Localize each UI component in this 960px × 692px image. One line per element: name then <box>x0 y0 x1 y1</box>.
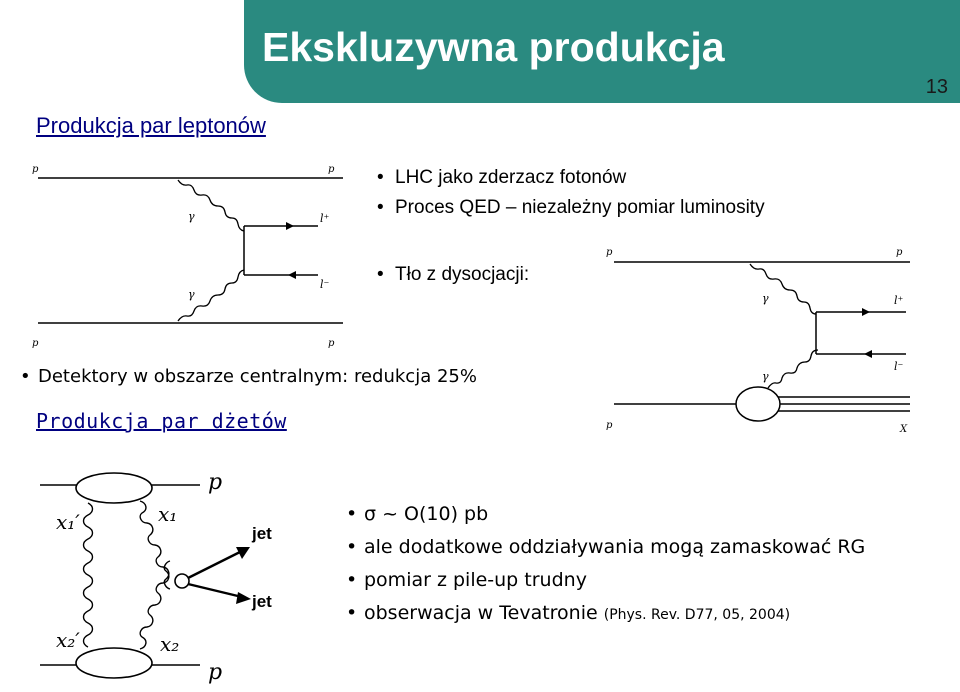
photon-line-top <box>750 264 816 314</box>
bullet-dissociation-background: • Tło z dysocjacji: <box>377 264 529 286</box>
hard-vertex <box>175 574 189 588</box>
dissociation-feynman-diagram <box>600 240 920 440</box>
bullet-central-detectors: • Detektory w obszarze centralnym: redukcja 25% <box>20 366 477 387</box>
label-jet-top: jet <box>252 524 272 543</box>
label-p-top-left: p <box>32 164 39 175</box>
photon-line-top <box>178 180 244 231</box>
gluon-line-screening <box>84 503 93 647</box>
label-p-bottom-left: p <box>606 420 613 431</box>
arrow-plus <box>862 308 870 316</box>
bullet-tevatron <box>346 597 865 632</box>
jet-arrow-bottom <box>188 584 242 597</box>
arrow-minus <box>288 271 296 279</box>
label-p-bottom-left: p <box>32 338 39 349</box>
bullet-photon-collider: • LHC jako zderzacz fotonów <box>377 163 765 193</box>
lepton-pair-feynman-diagram <box>28 150 348 350</box>
arrow-minus <box>864 350 872 358</box>
label-lepton-plus: l⁺ <box>894 294 904 307</box>
lepton-bullet-list <box>377 163 765 223</box>
slide-title: Ekskluzywna produkcja <box>262 24 725 70</box>
label-x: X <box>900 424 908 435</box>
label-x2: x₂ <box>160 632 180 656</box>
page-number: 13 <box>925 76 948 98</box>
lepton-pair-heading: Produkcja par leptonów <box>36 113 266 138</box>
label-lepton-minus: l⁻ <box>320 278 330 291</box>
label-p-top-left: p <box>606 247 613 258</box>
label-p-bottom: p <box>208 660 223 685</box>
arrow-plus <box>286 222 294 230</box>
label-p-top-right: p <box>328 164 335 175</box>
label-gamma-bottom: γ <box>762 370 769 383</box>
label-p-top-right: p <box>896 247 903 258</box>
label-jet-bottom: jet <box>252 592 272 611</box>
label-gamma-bottom: γ <box>188 288 195 301</box>
jet-bullet-list <box>346 498 865 632</box>
slide-header <box>0 0 960 103</box>
bullet-qed-luminosity: • Proces QED – niezależny pomiar luminosity <box>377 193 765 223</box>
jet-arrow-top <box>188 551 242 578</box>
label-lepton-plus: l⁺ <box>320 212 330 225</box>
bullet-additional-interactions: • ale dodatkowe oddziaływania mogą zamaskować RG <box>346 531 865 564</box>
tevatron-text: obserwacja w Tevatronie <box>364 602 604 624</box>
photon-line-bottom <box>768 350 818 388</box>
background-bullet-list <box>377 264 529 286</box>
label-p-bottom-right: p <box>328 338 335 349</box>
bullet-cross-section: • σ ~ O(10) pb <box>346 498 865 531</box>
label-x2-prime: x₂′ <box>56 628 80 652</box>
proton-blob-top <box>76 473 152 503</box>
bullet-pileup: • pomiar z pile-up trudny <box>346 564 865 597</box>
label-p-top: p <box>208 470 223 495</box>
dijet-feynman-diagram <box>30 465 330 691</box>
label-x1-prime: x₁′ <box>56 510 80 534</box>
dissociation-blob <box>736 387 780 421</box>
label-gamma-top: γ <box>762 292 769 305</box>
label-lepton-minus: l⁻ <box>894 360 904 373</box>
label-gamma-top: γ <box>188 210 195 223</box>
jet-pair-heading: Produkcja par dżetów <box>36 409 287 433</box>
jet-arrowhead-bottom <box>236 592 251 604</box>
proton-blob-bottom <box>76 648 152 678</box>
detector-bullet-list <box>20 366 477 387</box>
tevatron-reference: (Phys. Rev. D77, 05, 2004) <box>603 607 791 623</box>
label-x1: x₁ <box>158 502 178 526</box>
